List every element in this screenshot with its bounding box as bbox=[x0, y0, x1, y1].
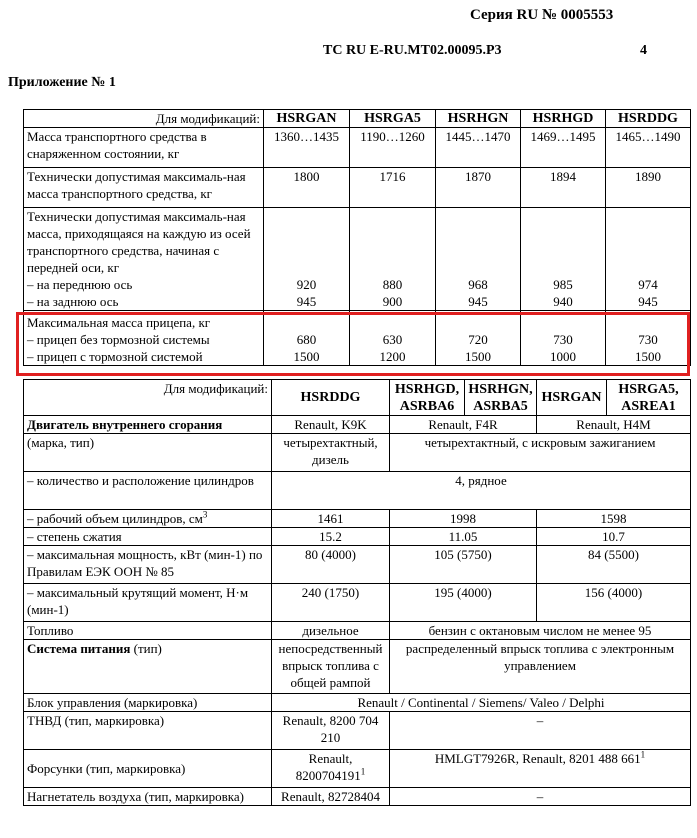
row-label: – количество и расположение цилиндров bbox=[24, 472, 272, 510]
cell: 1998 bbox=[390, 510, 537, 528]
cell: Renault, H4M bbox=[537, 416, 691, 434]
col-header: HSRHGN, ASRBA5 bbox=[465, 380, 537, 416]
cell: – bbox=[390, 788, 691, 806]
cell: 1469…1495 bbox=[521, 128, 606, 168]
row-label: Нагнетатель воздуха (тип, маркировка) bbox=[24, 788, 272, 806]
row-label: Двигатель внутреннего сгорания bbox=[24, 416, 272, 434]
cell: 985 940 bbox=[521, 208, 606, 311]
table-row bbox=[24, 434, 691, 472]
col-header: HSRHGN bbox=[436, 110, 521, 128]
table-row bbox=[24, 311, 691, 366]
cell: Renault, 82728404 bbox=[272, 788, 390, 806]
cell: распределенный впрыск топлива с электронным управлением bbox=[390, 640, 691, 694]
cell: – bbox=[390, 712, 691, 750]
cell: 1890 bbox=[606, 168, 691, 208]
cell: 1190…1260 bbox=[350, 128, 436, 168]
engine-table bbox=[23, 379, 691, 806]
table-row bbox=[24, 380, 691, 416]
cell: 1800 bbox=[264, 168, 350, 208]
table-row bbox=[24, 694, 691, 712]
cell: 1445…1470 bbox=[436, 128, 521, 168]
cell: 1598 bbox=[537, 510, 691, 528]
col-header: HSRDDG bbox=[272, 380, 390, 416]
cell: 974 945 bbox=[606, 208, 691, 311]
cell: Renault, 8200 704 210 bbox=[272, 712, 390, 750]
cell: 1716 bbox=[350, 168, 436, 208]
col-header: HSRGA5, ASREA1 bbox=[607, 380, 691, 416]
cell: Renault / Continental / Siemens/ Valeo / Delphi bbox=[272, 694, 691, 712]
rear-label: – на заднюю ось bbox=[27, 294, 119, 309]
cell: четырехтактный, дизель bbox=[272, 434, 390, 472]
table-row bbox=[24, 528, 691, 546]
cell: 10.7 bbox=[537, 528, 691, 546]
table-row bbox=[24, 640, 691, 694]
col-header: HSRDDG bbox=[606, 110, 691, 128]
table-row bbox=[24, 750, 691, 788]
braked-label: – прицеп с тормозной системой bbox=[27, 349, 203, 364]
appendix-title: Приложение № 1 bbox=[8, 75, 116, 90]
row-label: Масса транспортного средства в снаряженном состоянии, кг bbox=[24, 128, 264, 168]
axle-label: Технически допустимая максималь-ная масса, приходящаяся на каждую из осей транспортного средства, начиная с передней оси, кг bbox=[27, 209, 251, 275]
cell: 156 (4000) bbox=[537, 584, 691, 622]
cell: 730 1500 bbox=[606, 311, 691, 366]
row-label: Блок управления (маркировка) bbox=[24, 694, 272, 712]
table-row bbox=[24, 788, 691, 806]
cell: 15.2 bbox=[272, 528, 390, 546]
certificate-number: ТС RU E-RU.MT02.00095.Р3 bbox=[323, 43, 502, 58]
cell: 968 945 bbox=[436, 208, 521, 311]
cell: 105 (5750) bbox=[390, 546, 537, 584]
table-row bbox=[24, 208, 691, 311]
series-number: Серия RU № 0005553 bbox=[470, 7, 614, 23]
front-label: – на переднюю ось bbox=[27, 277, 133, 292]
table-row bbox=[24, 416, 691, 434]
row-label: Топливо bbox=[24, 622, 272, 640]
cell: Renault, 8200704191$^1$ bbox=[272, 750, 390, 788]
mod-label: Для модификаций: bbox=[24, 110, 264, 128]
cell: 240 (1750) bbox=[272, 584, 390, 622]
table-row bbox=[24, 510, 691, 528]
cell: четырехтактный, с искровым зажиганием bbox=[390, 434, 691, 472]
col-header: HSRHGD, ASRBA6 bbox=[390, 380, 465, 416]
cell: 1465…1490 bbox=[606, 128, 691, 168]
row-label bbox=[24, 311, 264, 366]
mod-label: Для модификаций: bbox=[24, 380, 272, 416]
cell: дизельное bbox=[272, 622, 390, 640]
cell: 1894 bbox=[521, 168, 606, 208]
cell: 680 1500 bbox=[264, 311, 350, 366]
mass-table bbox=[23, 109, 691, 366]
cell: Renault, F4R bbox=[390, 416, 537, 434]
cell: 4, рядное bbox=[272, 472, 691, 510]
row-label: – максимальная мощность, кВт (мин-1) по Правилам ЕЭК ООН № 85 bbox=[24, 546, 272, 584]
row-label: – рабочий объем цилиндров, $см^3$ bbox=[24, 510, 272, 528]
row-label: – максимальный крутящий момент, Н·м (мин-1) bbox=[24, 584, 272, 622]
cell: HMLGT7926R, Renault, 8201 488 $661^1$ bbox=[390, 750, 691, 788]
table-row bbox=[24, 546, 691, 584]
table-row bbox=[24, 584, 691, 622]
table-row bbox=[24, 472, 691, 510]
col-header: HSRGA5 bbox=[350, 110, 436, 128]
cell: 11.05 bbox=[390, 528, 537, 546]
cell: 730 1000 bbox=[521, 311, 606, 366]
cell: 1360…1435 bbox=[264, 128, 350, 168]
cell: 84 (5500) bbox=[537, 546, 691, 584]
row-label: (марка, тип) bbox=[24, 434, 272, 472]
col-header: HSRGAN bbox=[264, 110, 350, 128]
row-label bbox=[24, 208, 264, 311]
cell: бензин с октановым числом не менее 95 bbox=[390, 622, 691, 640]
table-row bbox=[24, 128, 691, 168]
cell: Renault, K9K bbox=[272, 416, 390, 434]
row-label: ТНВД (тип, маркировка) bbox=[24, 712, 272, 750]
row-label: Система питания (тип) bbox=[24, 640, 272, 694]
cell: 195 (4000) bbox=[390, 584, 537, 622]
row-label: Форсунки (тип, маркировка) bbox=[24, 750, 272, 788]
cell: 880 900 bbox=[350, 208, 436, 311]
table-row bbox=[24, 622, 691, 640]
row-label: Технически допустимая максималь-ная масса транспортного средства, кг bbox=[24, 168, 264, 208]
table-row bbox=[24, 712, 691, 750]
unbraked-label: – прицеп без тормозной системы bbox=[27, 332, 210, 347]
cell: 1461 bbox=[272, 510, 390, 528]
col-header: HSRGAN bbox=[537, 380, 607, 416]
cell: 720 1500 bbox=[436, 311, 521, 366]
page-number: 4 bbox=[640, 43, 647, 58]
table-row bbox=[24, 168, 691, 208]
col-header: HSRHGD bbox=[521, 110, 606, 128]
cell: 920 945 bbox=[264, 208, 350, 311]
row-label: – степень сжатия bbox=[24, 528, 272, 546]
cell: непосредственный впрыск топлива с общей рампой bbox=[272, 640, 390, 694]
cell: 1870 bbox=[436, 168, 521, 208]
cell: 630 1200 bbox=[350, 311, 436, 366]
trailer-label: Максимальная масса прицепа, кг bbox=[27, 315, 211, 330]
cell: 80 (4000) bbox=[272, 546, 390, 584]
table-row bbox=[24, 110, 691, 128]
